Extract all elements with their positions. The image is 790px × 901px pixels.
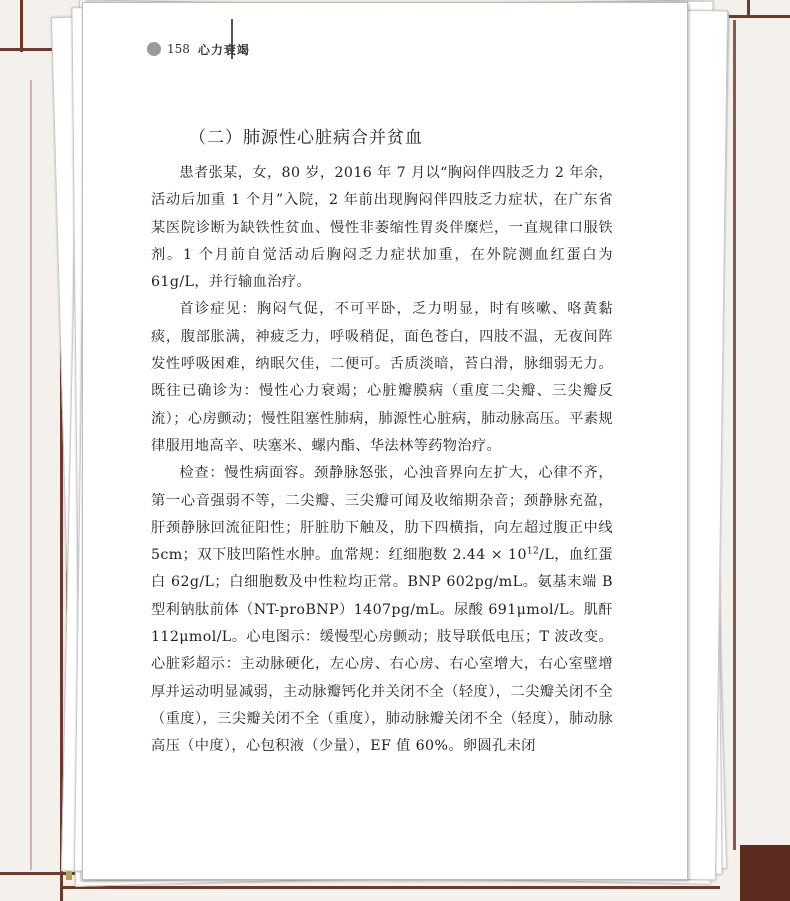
exponent: 12	[526, 546, 540, 557]
book-page	[82, 2, 688, 880]
body-text	[151, 160, 613, 761]
page-marker-icon	[147, 42, 161, 56]
running-header	[147, 36, 250, 62]
frame-line	[733, 20, 736, 850]
paragraph-history: 患者张某，女，80 岁，2016 年 7 月以“胸闷伴四肢乏力 2 年余，活动后加重 1 个月”入院，2 年前出现胸闷伴四肢乏力症状，在广东省某医院诊断为缺铁性贫血、慢性非萎缩性胃炎伴糜烂，一直规律口服铁剂。1 个月前自觉活动后胸闷乏力症状加重，在外院测血红蛋白为 61g/L，并行输血治疗。	[151, 165, 613, 291]
exam-text-part2: /L，血红蛋白 62g/L；白细胞数及中性粒均正常。BNP 602pg/mL。氨基末端 B 型利钠肽前体（NT-proBNP）1407pg/mL。尿酸 691μmol/L。肌酐 112μmol/L。心电图示：缓慢型心房颤动；肢导联低电压；T 波改变。心脏彩超示：主动脉硬化，左心房、右心房、右心室增大，右心室壁增厚并运动明显减弱，主动脉瓣钙化并关闭不全（轻度），二尖瓣关闭不全（重度），三尖瓣关闭不全（重度），肺动脉瓣关闭不全（轻度），肺动脉高压（中度），心包积液（少量），EF 值 60%。卵圆孔未闭	[151, 547, 613, 755]
section-title: （二）肺源性心脏病合并贫血	[189, 128, 423, 148]
frame-line	[20, 0, 23, 52]
frame-line	[720, 15, 790, 18]
frame-block	[740, 845, 790, 901]
paragraph-examination	[151, 460, 613, 760]
frame-line	[60, 886, 720, 889]
paragraph-symptoms: 首诊症见：胸闷气促，不可平卧，乏力明显，时有咳嗽、咯黄黏痰，腹部胀满，神疲乏力，呼吸稍促，面色苍白，四肢不温，无夜间阵发性呼吸困难，纳眠欠佳，二便可。舌质淡暗，苔白滑，脉细弱无力。既往已确诊为：慢性心力衰竭；心脏瓣膜病（重度二尖瓣、三尖瓣反流）；心房颤动；慢性阻塞性肺病，肺源性心脏病，肺动脉高压。平素规律服用地高辛、呋塞米、螺内酯、华法林等药物治疗。	[151, 301, 613, 454]
exam-text-part1: 检查：慢性病面容。颈静脉怒张，心浊音界向左扩大，心律不齐，第一心音强弱不等，二尖瓣、三尖瓣可闻及收缩期杂音；颈静脉充盈，肝颈静脉回流征阳性；肝脏肋下触及，肋下四横指，向左超过腹正中线 5cm；双下肢凹陷性水肿。血常规：红细胞数 2.44 × 10	[151, 465, 613, 564]
page-number: 158	[167, 42, 190, 56]
frame-line	[30, 80, 32, 870]
book-title: 心力衰竭	[197, 42, 250, 57]
